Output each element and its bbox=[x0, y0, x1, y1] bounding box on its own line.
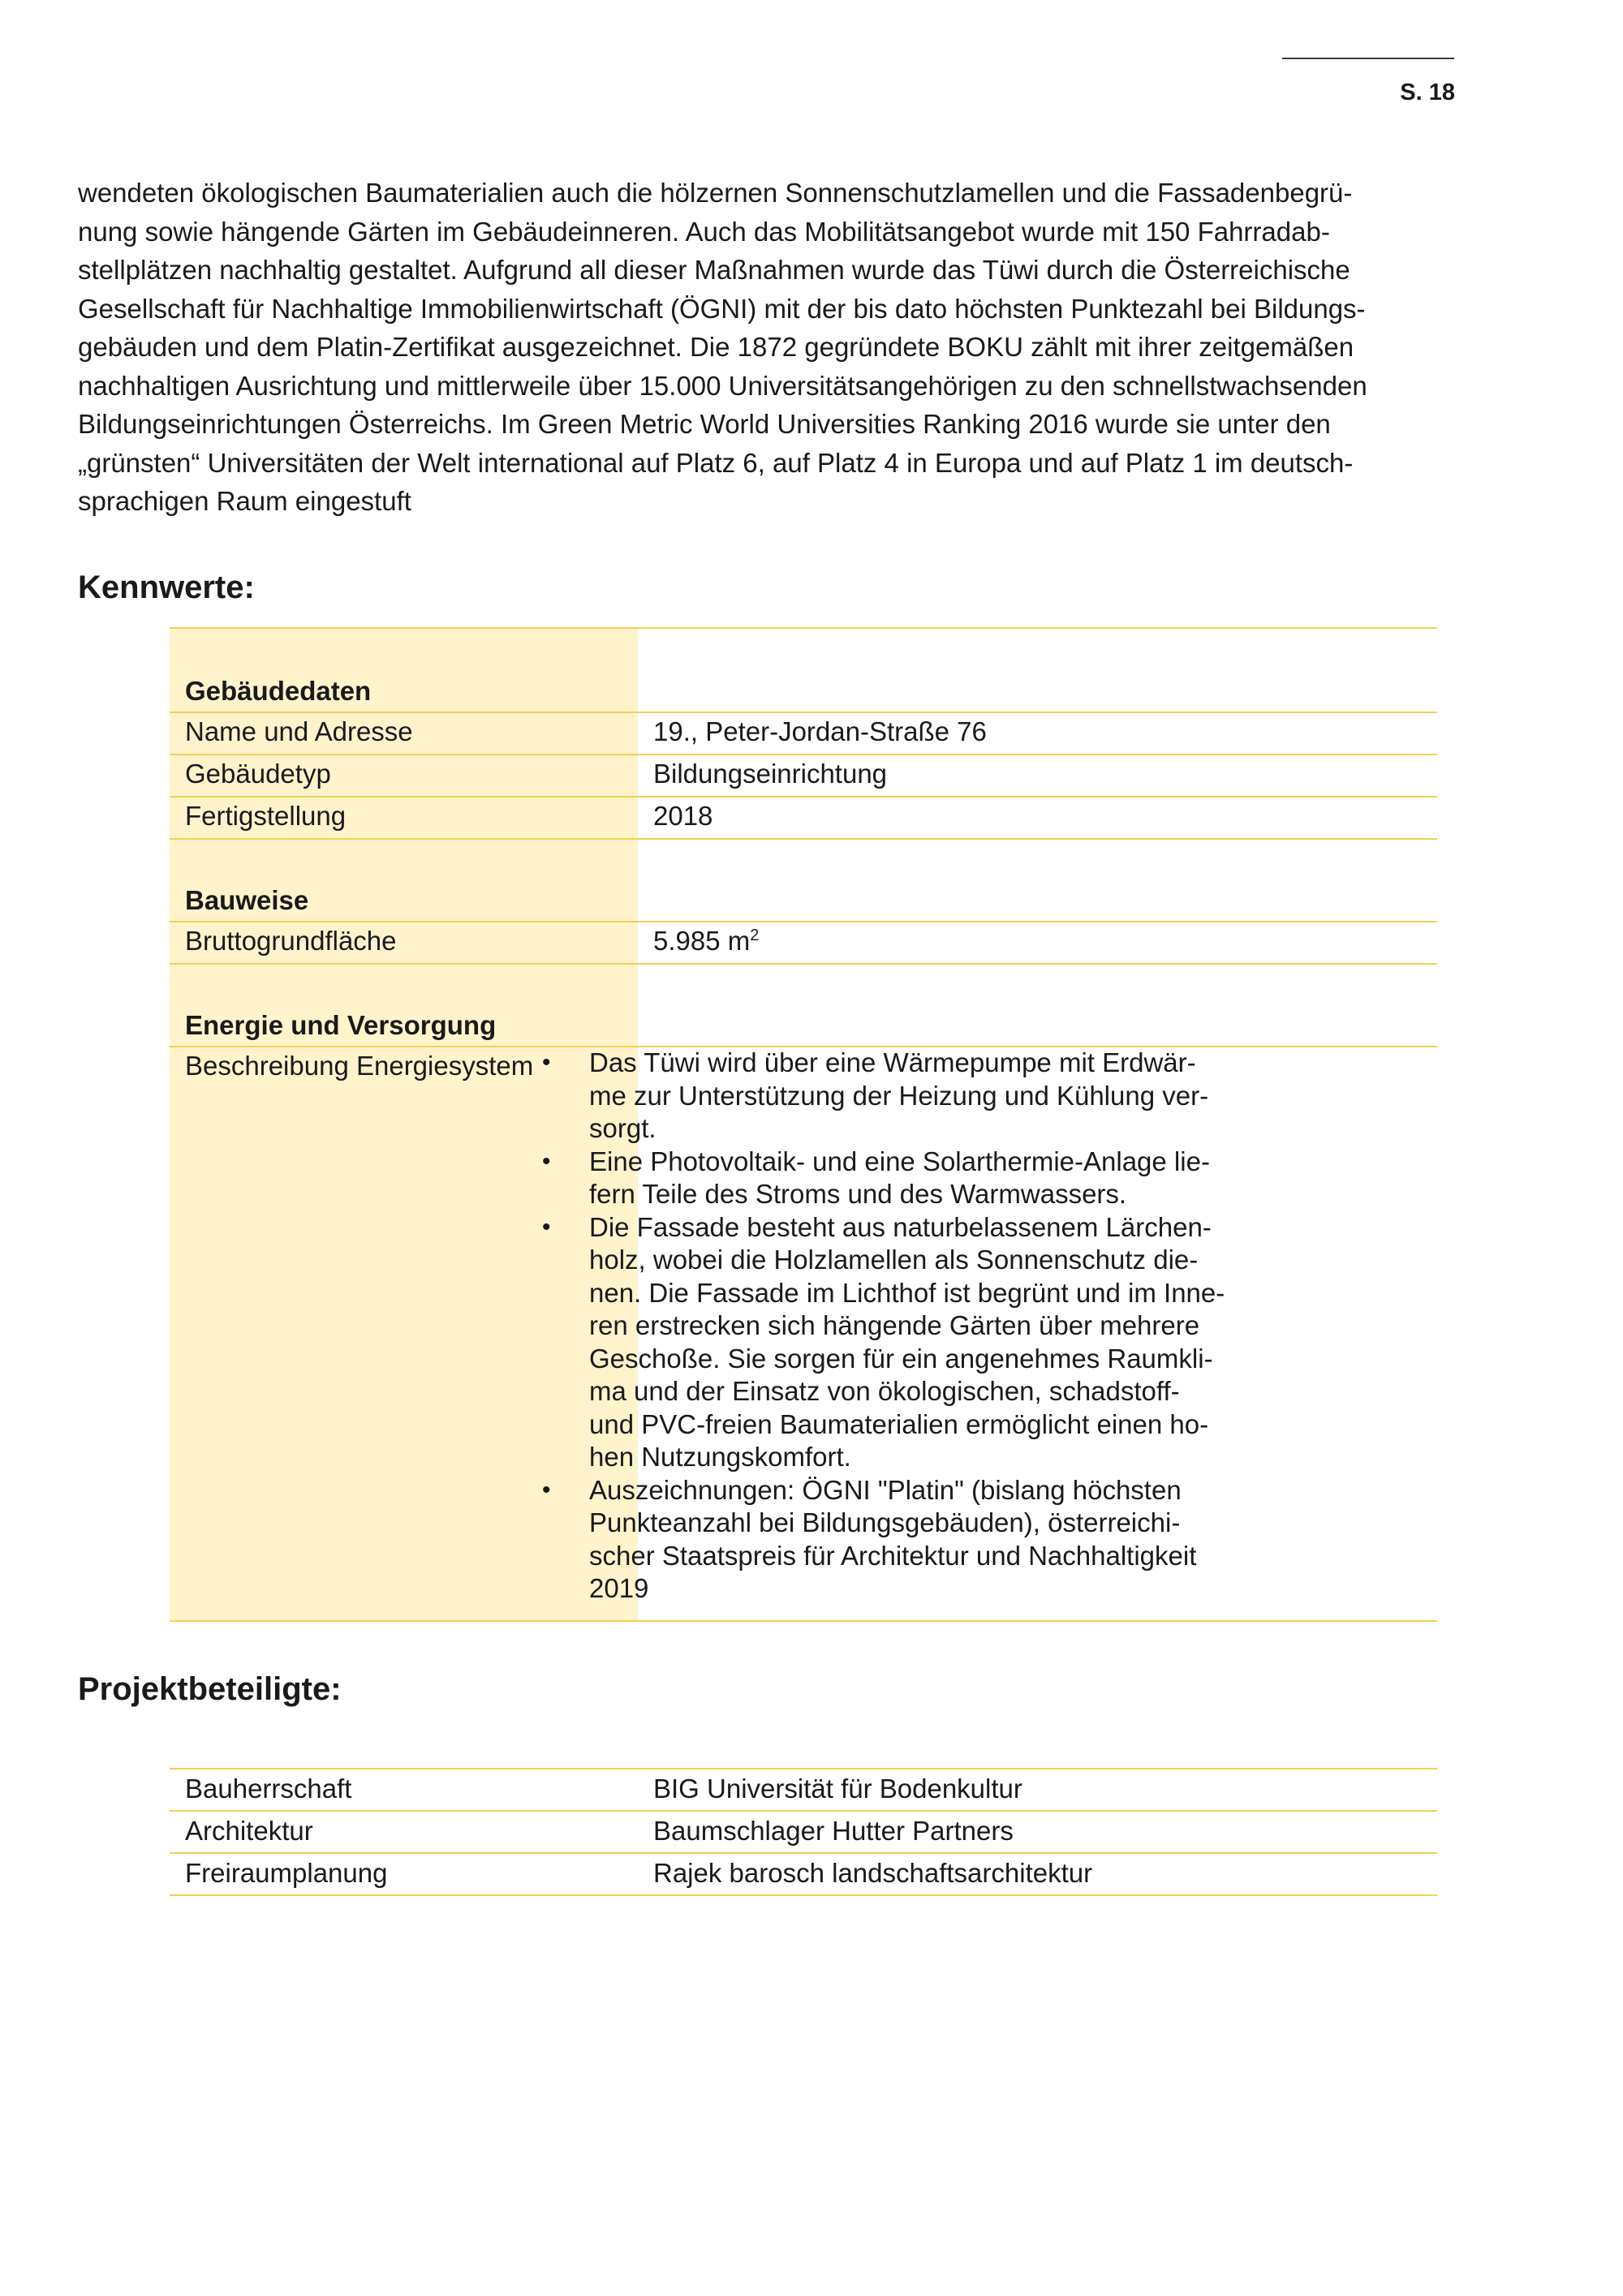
bgf-unit-superscript: 2 bbox=[750, 927, 760, 944]
bullet-line: ma und der Einsatz von ökologischen, schadstoff- bbox=[589, 1376, 1180, 1406]
list-item bbox=[508, 1211, 1225, 1474]
typ-value: Bildungseinrichtung bbox=[653, 759, 888, 789]
fertigstellung-value: 2018 bbox=[653, 801, 713, 831]
bullet-icon: • bbox=[542, 1147, 551, 1175]
table-rule bbox=[170, 1894, 1437, 1896]
table-rule bbox=[170, 963, 1437, 965]
table-rule bbox=[170, 921, 1437, 922]
bullet-icon: • bbox=[542, 1213, 551, 1240]
bullet-line: Geschoße. Sie sorgen für ein angenehmes Raumkli- bbox=[589, 1343, 1213, 1374]
architektur-label: Architektur bbox=[185, 1816, 313, 1846]
intro-line: Bildungseinrichtungen Österreichs. Im Green Metric World Universities Ranking 2016 wurde sie unter den bbox=[78, 409, 1331, 439]
intro-paragraph bbox=[78, 174, 1457, 521]
section-bauweise: Bauweise bbox=[185, 885, 309, 915]
bullet-line: Eine Photovoltaik- und eine Solarthermie-Anlage lie- bbox=[589, 1146, 1210, 1176]
name-value: 19., Peter-Jordan-Straße 76 bbox=[653, 716, 987, 746]
table-rule bbox=[170, 838, 1437, 840]
table-rule bbox=[170, 627, 1437, 629]
intro-line: stellplätzen nachhaltig gestaltet. Aufgrund all dieser Maßnahmen wurde das Tüwi durch die Österreichische bbox=[78, 255, 1350, 285]
intro-line: Gesellschaft für Nachhaltige Immobilienwirtschaft (ÖGNI) mit der bis dato höchsten Punktezahl bei Bildungs- bbox=[78, 293, 1366, 324]
page-number: S. 18 bbox=[1400, 80, 1455, 105]
section-gebaeudedaten: Gebäudedaten bbox=[185, 676, 372, 706]
intro-line: wendeten ökologischen Baumaterialien auch die hölzernen Sonnenschutzlamellen und die Fassadenbegrü- bbox=[78, 178, 1353, 208]
bullet-line: Punkteanzahl bei Bildungsgebäuden), österreichi- bbox=[589, 1507, 1181, 1537]
table-rule bbox=[170, 1768, 1437, 1769]
bauherrschaft-value: BIG Universität für Bodenkultur bbox=[653, 1774, 1022, 1804]
bullet-line: scher Staatspreis für Architektur und Nachhaltigkeit bbox=[589, 1540, 1197, 1571]
typ-label: Gebäudetyp bbox=[185, 759, 331, 789]
bullet-line: holz, wobei die Holzlamellen als Sonnenschutz die- bbox=[589, 1245, 1199, 1275]
table-rule bbox=[170, 1852, 1437, 1854]
list-item bbox=[508, 1047, 1225, 1146]
intro-line: nung sowie hängende Gärten im Gebäudeinneren. Auch das Mobilitätsangebot wurde mit 150 Fahrradab- bbox=[78, 216, 1330, 247]
table-rule bbox=[170, 1620, 1437, 1622]
bullet-icon: • bbox=[542, 1476, 551, 1503]
intro-line: nachhaltigen Ausrichtung und mittlerweile über 15.000 Universitätsangehörigen zu den schnellstwachsenden bbox=[78, 370, 1367, 401]
bullet-line: und PVC-freien Baumaterialien ermöglicht einen ho- bbox=[589, 1408, 1209, 1439]
projektbeteiligte-heading: Projektbeteiligte: bbox=[78, 1671, 342, 1707]
intro-line: gebäuden und dem Platin-Zertifikat ausgezeichnet. Die 1872 gegründete BOKU zählt mit ihrer zeitgemäßen bbox=[78, 332, 1354, 362]
energiesystem-label: Beschreibung Energiesystem bbox=[185, 1051, 534, 1081]
table-rule bbox=[170, 796, 1437, 798]
bullet-icon: • bbox=[542, 1049, 551, 1076]
list-item bbox=[508, 1474, 1225, 1606]
table-rule bbox=[170, 712, 1437, 713]
energiesystem-bullet-list bbox=[508, 1047, 1225, 1606]
projektbeteiligte-table bbox=[170, 1768, 1437, 1898]
bullet-line: Auszeichnungen: ÖGNI "Platin" (bislang höchsten bbox=[589, 1474, 1182, 1505]
table-rule bbox=[170, 1810, 1437, 1812]
list-item bbox=[508, 1146, 1225, 1211]
bullet-line: sorgt. bbox=[589, 1113, 657, 1143]
section-energie: Energie und Versorgung bbox=[185, 1010, 497, 1040]
fertigstellung-label: Fertigstellung bbox=[185, 801, 347, 831]
bullet-line: ren erstrecken sich hängende Gärten über mehrere bbox=[589, 1310, 1200, 1340]
bauherrschaft-label: Bauherrschaft bbox=[185, 1774, 352, 1804]
architektur-value: Baumschlager Hutter Partners bbox=[653, 1816, 1014, 1846]
intro-line: „grünsten“ Universitäten der Welt international auf Platz 6, auf Platz 4 in Europa und auf Platz 1 im deutsch- bbox=[78, 447, 1354, 478]
freiraumplanung-value: Rajek barosch landschaftsarchitektur bbox=[653, 1858, 1093, 1888]
bgf-number: 5.985 m bbox=[653, 926, 751, 956]
header-rule bbox=[1282, 58, 1454, 59]
bullet-line: me zur Unterstützung der Heizung und Kühlung ver- bbox=[589, 1080, 1209, 1111]
bullet-line: Das Tüwi wird über eine Wärmepumpe mit Erdwär- bbox=[589, 1047, 1196, 1077]
kennwerte-heading: Kennwerte: bbox=[78, 570, 255, 605]
bgf-label: Bruttogrundfläche bbox=[185, 926, 397, 956]
bgf-value bbox=[653, 926, 759, 957]
intro-line: sprachigen Raum eingestuft bbox=[78, 486, 411, 516]
bullet-line: Die Fassade besteht aus naturbelassenem Lärchen- bbox=[589, 1211, 1212, 1242]
bullet-line: 2019 bbox=[589, 1573, 649, 1603]
bullet-line: nen. Die Fassade im Lichthof ist begrünt und im Inne- bbox=[589, 1277, 1225, 1308]
bullet-line: fern Teile des Stroms und des Warmwassers. bbox=[589, 1179, 1127, 1209]
freiraumplanung-label: Freiraumplanung bbox=[185, 1858, 388, 1888]
table-rule bbox=[170, 754, 1437, 755]
bullet-line: hen Nutzungskomfort. bbox=[589, 1442, 851, 1472]
name-label: Name und Adresse bbox=[185, 716, 413, 746]
